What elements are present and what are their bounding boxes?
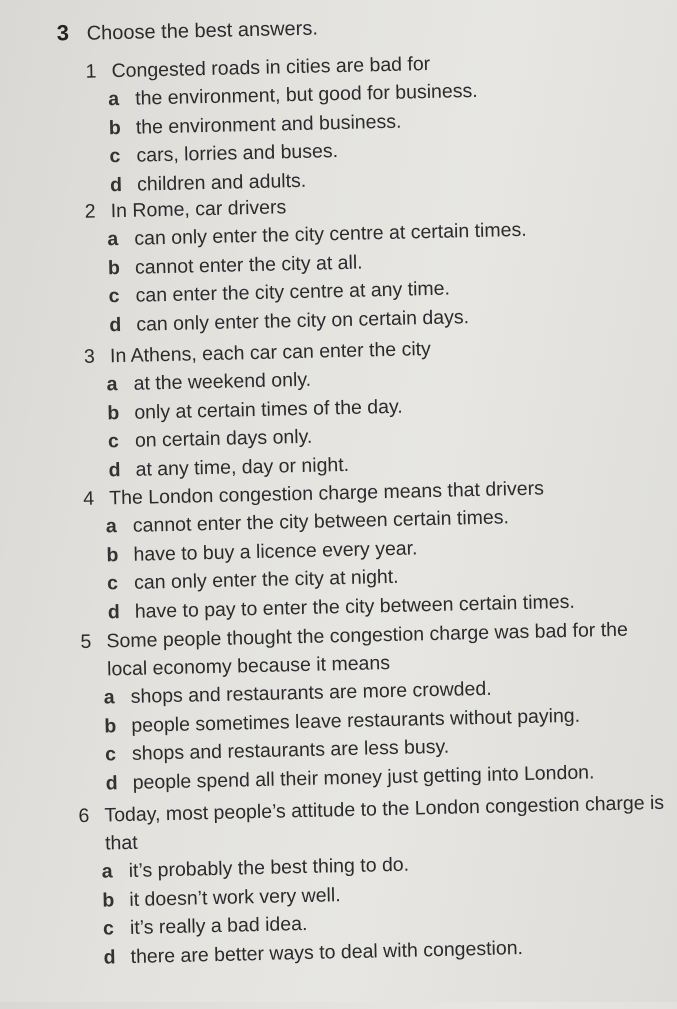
option-text: shops and restaurants are more crowded. [130, 677, 492, 708]
option-text: cars, lorries and buses. [136, 140, 339, 167]
option-letter: a [103, 686, 115, 709]
option-letter: a [101, 860, 113, 883]
option-letter: a [105, 515, 117, 538]
option-text: only at certain times of the day. [134, 395, 403, 424]
option-letter: a [107, 228, 119, 251]
option-letter: c [107, 430, 120, 453]
option-text: can only enter the city on certain days. [136, 305, 470, 336]
option-letter: b [104, 714, 117, 737]
option-text: can enter the city centre at any time. [135, 277, 451, 307]
option-letter: c [104, 743, 117, 766]
option-text: the environment and business. [135, 110, 402, 139]
option-letter: c [109, 144, 121, 168]
option-text: at any time, day or night. [135, 453, 350, 481]
option-letter: b [106, 543, 119, 566]
option-letter: a [106, 373, 118, 396]
question-text: In Athens, each car can enter the city [109, 337, 432, 368]
option-text: it’s really a bad idea. [129, 912, 308, 939]
option-text: people sometimes leave restaurants without paying. [131, 704, 581, 737]
option-letter: c [106, 572, 119, 595]
question-text: The London congestion charge means that drivers [108, 477, 545, 510]
option-letter: b [107, 256, 121, 279]
question-number: 2 [84, 200, 96, 223]
option-text: there are better ways to deal with congestion. [130, 936, 524, 968]
option-text: children and adults. [136, 169, 307, 196]
question-text: Some people thought the congestion charge was bad for the local economy because it means [106, 618, 629, 681]
option-text: shops and restaurants are less busy. [131, 735, 450, 765]
option-letter: d [105, 771, 118, 794]
option-text: cannot enter the city between certain times. [132, 506, 510, 537]
option-text: have to buy a licence every year. [133, 536, 418, 566]
option-text: can only enter the city at night. [133, 565, 399, 594]
question-number: 4 [83, 487, 95, 510]
option-text: at the weekend only. [133, 368, 312, 395]
question-text: Today, most people’s attitude to the London congestion charge is that [104, 791, 665, 855]
option-letter: d [109, 313, 122, 336]
question-text: In Rome, car drivers [110, 196, 287, 223]
question-3 [84, 330, 647, 485]
option-letter: c [102, 917, 115, 940]
exercise-number: 3 [56, 20, 70, 46]
question-4 [83, 472, 676, 627]
option-text: it doesn’t work very well. [129, 883, 341, 911]
option-text: cannot enter the city at all. [134, 251, 363, 279]
option-text: it’s probably the best thing to do. [128, 853, 410, 882]
question-number: 3 [83, 345, 96, 368]
exercise-title: Choose the best answers. [86, 17, 319, 45]
option-text: have to pay to enter the city between certain times. [134, 590, 576, 623]
option-text: the environment, but good for business. [134, 79, 478, 110]
option-text: on certain days only. [134, 425, 313, 452]
option-text: can only enter the city centre at certain times. [134, 218, 527, 250]
question-number: 1 [85, 60, 97, 83]
option-letter: a [107, 88, 120, 111]
question-5 [80, 615, 674, 798]
option-letter: d [107, 600, 120, 623]
option-letter: b [107, 401, 120, 424]
option-letter: c [108, 285, 120, 308]
option-letter: d [108, 458, 121, 481]
question-number: 6 [78, 804, 90, 828]
question-6 [78, 789, 672, 972]
question-text: Congested roads in cities are bad for [111, 52, 431, 83]
option-letter: d [109, 173, 123, 196]
question-2 [84, 185, 647, 340]
option-letter: b [102, 888, 115, 912]
exercise-header [56, 14, 318, 46]
option-letter: d [103, 945, 116, 969]
option-text: people spend all their money just getting into London. [132, 760, 595, 794]
question-1 [85, 45, 648, 200]
question-number: 5 [80, 630, 92, 654]
option-letter: b [108, 116, 122, 139]
